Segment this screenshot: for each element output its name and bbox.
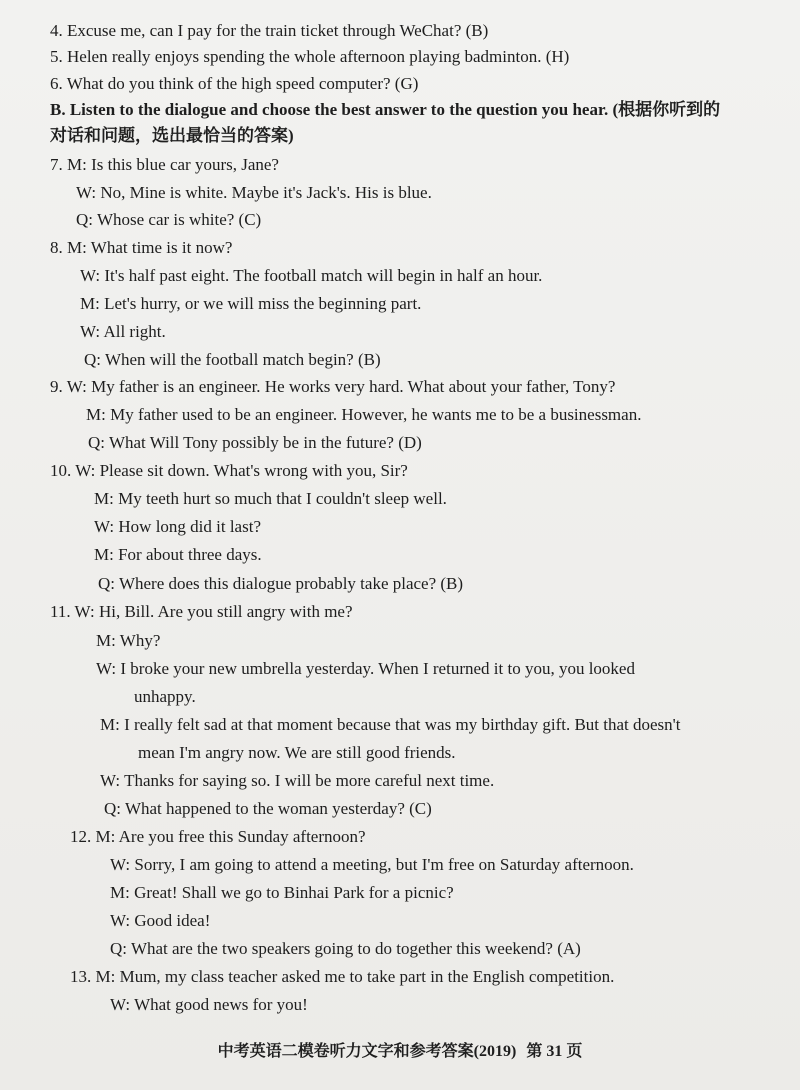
text-line: W: Sorry, I am going to attend a meeting, but I'm free on Saturday afternoon. bbox=[110, 855, 634, 874]
text-line: 9. W: My father is an engineer. He works very hard. What about your father, Tony? bbox=[50, 377, 616, 396]
text-line: W: Good idea! bbox=[110, 911, 211, 930]
text-line: Q: What happened to the woman yesterday? (C) bbox=[104, 799, 432, 818]
text-line: 4. Excuse me, can I pay for the train ticket through WeChat? (B) bbox=[50, 21, 489, 40]
text-line: B. Listen to the dialogue and choose the best answer to the question you hear. (根据你听到的 bbox=[50, 100, 721, 119]
text-line: M: Great! Shall we go to Binhai Park for a picnic? bbox=[110, 883, 454, 902]
footer-title: 中考英语二模卷听力文字和参考答案(2019) bbox=[217, 1043, 517, 1060]
page-footer bbox=[0, 1038, 800, 1061]
text-line: M: Why? bbox=[96, 631, 161, 650]
text-line: M: I really felt sad at that moment because that was my birthday gift. But that doesn't bbox=[100, 715, 681, 734]
text-line: 6. What do you think of the high speed computer? (G) bbox=[50, 74, 419, 93]
text-line: 11. W: Hi, Bill. Are you still angry with me? bbox=[50, 602, 353, 621]
text-line: unhappy. bbox=[134, 687, 196, 706]
text-line: W: Thanks for saying so. I will be more careful next time. bbox=[100, 771, 495, 790]
text-line: Q: What Will Tony possibly be in the future? (D) bbox=[88, 433, 422, 452]
text-line: 13. M: Mum, my class teacher asked me to take part in the English competition. bbox=[70, 967, 615, 986]
text-line: 8. M: What time is it now? bbox=[50, 238, 233, 257]
page-number: 第 31 页 bbox=[526, 1043, 583, 1060]
text-line: W: No, Mine is white. Maybe it's Jack's. His is blue. bbox=[76, 183, 432, 202]
text-line: M: My father used to be an engineer. However, he wants me to be a businessman. bbox=[86, 405, 642, 424]
text-line: W: It's half past eight. The football match will begin in half an hour. bbox=[80, 266, 543, 285]
text-line: W: What good news for you! bbox=[110, 995, 308, 1014]
text-line: Q: Where does this dialogue probably take place? (B) bbox=[98, 574, 464, 593]
text-line: 5. Helen really enjoys spending the whole afternoon playing badminton. (H) bbox=[50, 47, 570, 66]
text-line: 7. M: Is this blue car yours, Jane? bbox=[50, 155, 279, 174]
text-line: mean I'm angry now. We are still good friends. bbox=[138, 743, 456, 762]
text-line: 对话和问题，选出最恰当的答案) bbox=[50, 126, 294, 145]
text-line: M: My teeth hurt so much that I couldn't sleep well. bbox=[94, 489, 447, 508]
text-line: Q: What are the two speakers going to do together this weekend? (A) bbox=[110, 939, 581, 958]
text-line: Q: Whose car is white? (C) bbox=[76, 210, 262, 229]
text-line: Q: When will the football match begin? (B) bbox=[84, 350, 381, 369]
text-line: 12. M: Are you free this Sunday afternoon? bbox=[70, 827, 366, 846]
text-line: W: How long did it last? bbox=[94, 517, 261, 536]
text-line: W: I broke your new umbrella yesterday. When I returned it to you, you looked bbox=[96, 659, 635, 678]
text-line: W: All right. bbox=[80, 322, 166, 341]
text-line: 10. W: Please sit down. What's wrong with you, Sir? bbox=[50, 461, 408, 480]
text-line: M: For about three days. bbox=[94, 545, 262, 564]
text-line: M: Let's hurry, or we will miss the beginning part. bbox=[80, 294, 422, 313]
